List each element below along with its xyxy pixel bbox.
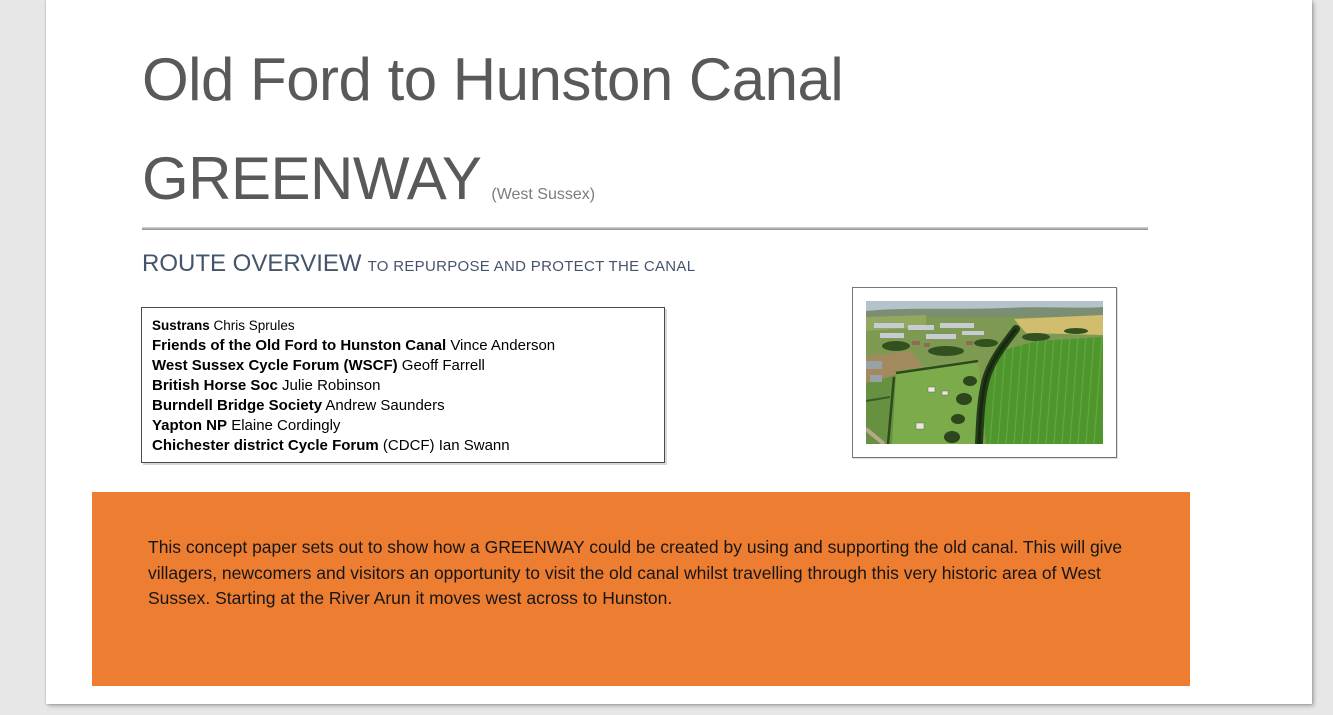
section-heading-main: ROUTE OVERVIEW [142,250,362,277]
stakeholder-list-box [141,307,665,463]
title-line-2: GREENWAY (West Sussex) [142,145,596,212]
title-subtitle: (West Sussex) [491,186,596,203]
stakeholder-row: British Horse Soc Julie Robinson [152,377,381,394]
stakeholder-row: Sustrans Chris Sprules [152,318,295,333]
title-rule-divider [142,227,1148,230]
section-heading-sub: TO REPURPOSE AND PROTECT THE CANAL [367,258,696,275]
stakeholder-row: Burndell Bridge Society Andrew Saunders [152,397,445,414]
stakeholder-row: Chichester district Cycle Forum (CDCF) Ian Swann [152,437,510,454]
stakeholder-row: Friends of the Old Ford to Hunston Canal Vince Anderson [152,337,556,354]
stakeholder-row: Yapton NP Elaine Cordingly [152,417,341,434]
section-heading [142,250,1142,278]
document-page[interactable] [46,0,1312,704]
document-title [142,30,1202,244]
title-line-1: Old Ford to Hunston Canal [142,46,844,113]
concept-callout-text: This concept paper sets out to show how a GREENWAY could be created by using and supporting the old canal. This will give villagers, newcomers and visitors an opportunity to visit the old canal whilst travelling through this very historic area of West Sussex. Starting at the River Arun it moves west across to Hunston. [148,537,1123,609]
aerial-photo [852,287,1117,458]
stakeholder-row: West Sussex Cycle Forum (WSCF) Geoff Farrell [152,357,485,374]
concept-callout-box [92,492,1190,686]
aerial-photo-illustration [866,301,1103,444]
